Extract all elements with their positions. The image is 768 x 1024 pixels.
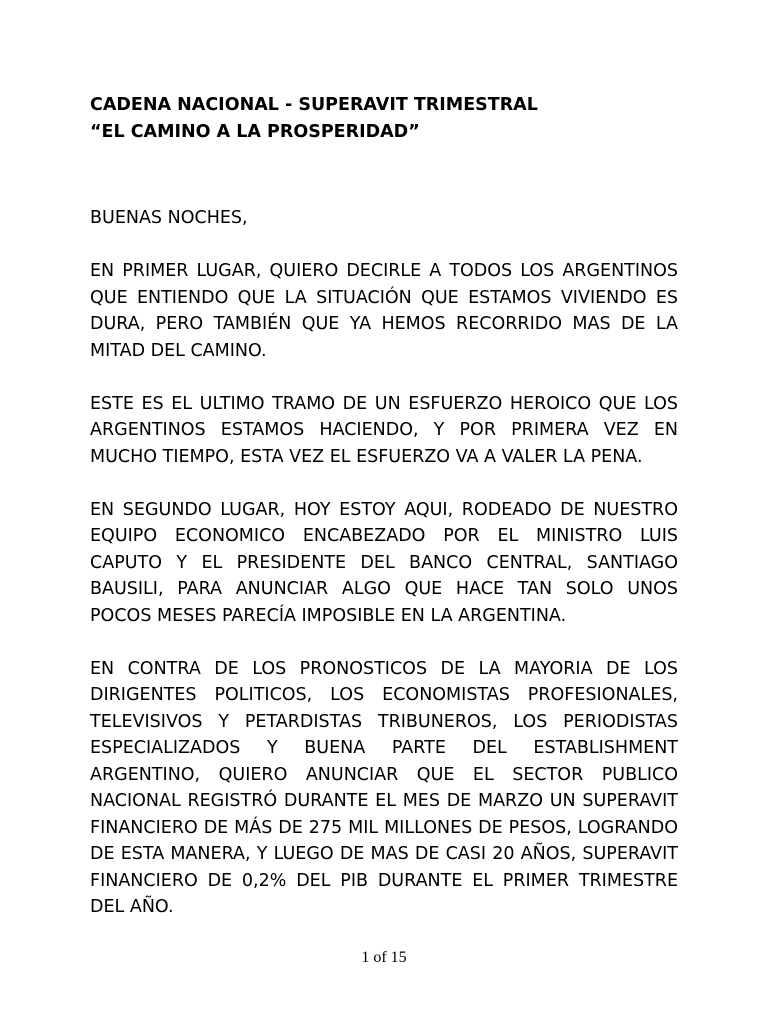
document-title	[90, 92, 678, 145]
paragraph-1: EN PRIMER LUGAR, QUIERO DECIRLE A TODOS LOS ARGENTINOS QUE ENTIENDO QUE LA SITUACIÓN QUE ESTAMOS VIVIENDO ES DURA, PERO TAMBIÉN QUE YA HEMOS RECORRIDO MAS DE LA MITAD DEL CAMINO.	[90, 261, 678, 361]
paragraph-2: ESTE ES EL ULTIMO TRAMO DE UN ESFUERZO HEROICO QUE LOS ARGENTINOS ESTAMOS HACIENDO, Y POR PRIMERA VEZ EN MUCHO TIEMPO, ESTA VEZ EL ESFUERZO VA A VALER LA PENA.	[90, 393, 678, 467]
title-line-2: “EL CAMINO A LA PROSPERIDAD”	[90, 121, 420, 142]
document-body	[90, 92, 678, 921]
paragraph-4: EN CONTRA DE LOS PRONOSTICOS DE LA MAYORIA DE LOS DIRIGENTES POLITICOS, LOS ECONOMISTAS PROFESIONALES, TELEVISIVOS Y PETARDISTAS TRIBUNEROS, LOS PERIODISTAS ESPECIALIZADOS Y BUENA PARTE DEL ESTABLISHMENT ARGENTINO, QUIERO ANUNCIAR QUE EL SECTOR PUBLICO NACIONAL REGISTRÓ DURANTE EL MES DE MARZO UN SUPERAVIT FINANCIERO DE MÁS DE 275 MIL MILLONES DE PESOS, LOGRANDO DE ESTA MANERA, Y LUEGO DE MAS DE CASI 20 AÑOS, SUPERAVIT FINANCIERO DE 0,2% DEL PIB DURANTE EL PRIMER TRIMESTRE DEL AÑO.	[90, 658, 678, 917]
title-line-1: CADENA NACIONAL - SUPERAVIT TRIMESTRAL	[90, 95, 538, 115]
paragraph-3: EN SEGUNDO LUGAR, HOY ESTOY AQUI, RODEADO DE NUESTRO EQUIPO ECONOMICO ENCABEZADO POR EL MINISTRO LUIS CAPUTO Y EL PRESIDENTE DEL BANCO CENTRAL, SANTIAGO BAUSILI, PARA ANUNCIAR ALGO QUE HACE TAN SOLO UNOS POCOS MESES PARECÍA IMPOSIBLE EN LA ARGENTINA.	[90, 499, 678, 626]
page-number: 1 of 15	[361, 949, 407, 966]
greeting: BUENAS NOCHES,	[90, 208, 248, 228]
